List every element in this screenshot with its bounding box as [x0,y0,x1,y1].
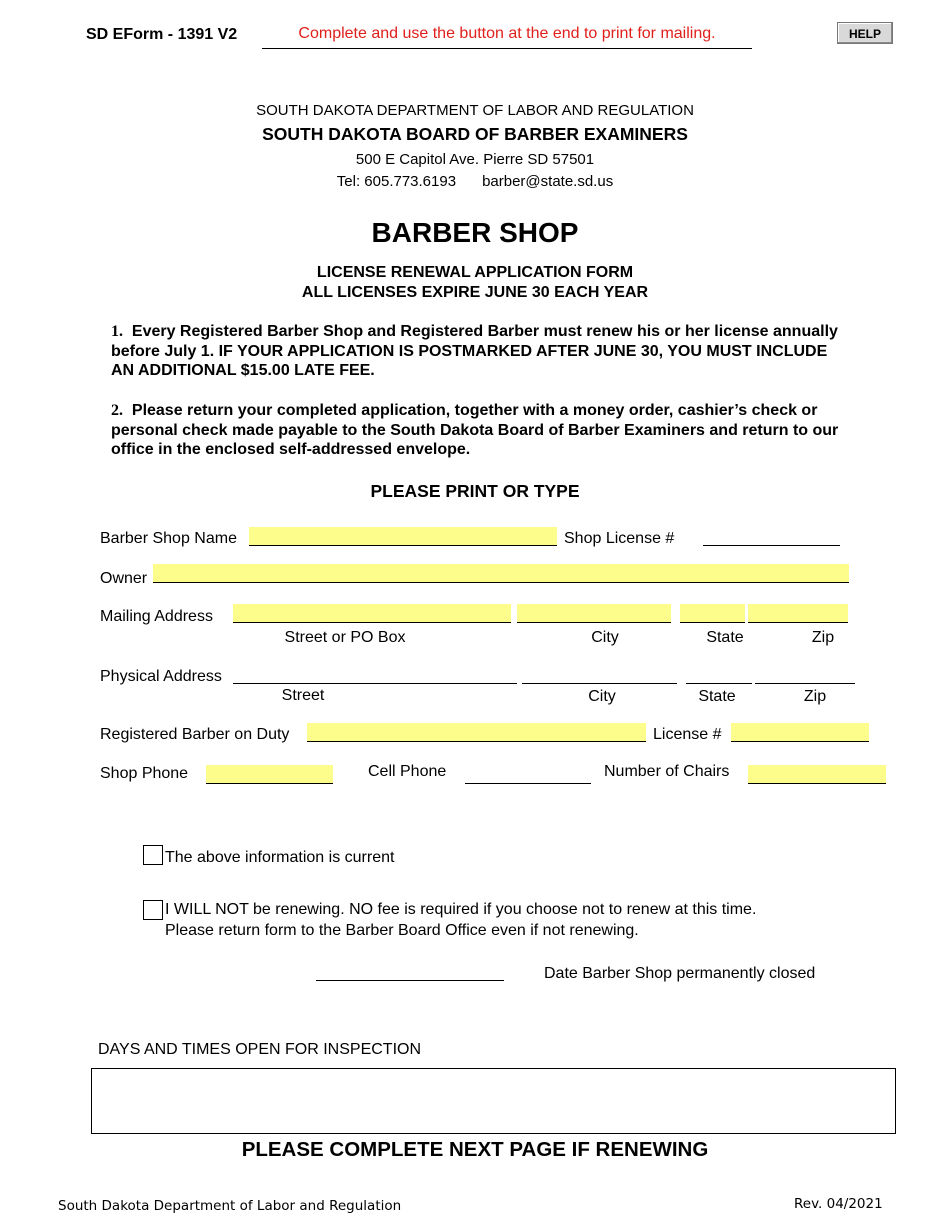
license-number-label: License # [653,726,722,743]
license-number-input[interactable] [731,723,869,742]
mailing-zip-caption: Zip [811,629,835,646]
physical-state-caption: State [698,688,736,705]
barber-on-duty-label: Registered Barber on Duty [100,726,290,743]
physical-zip-input[interactable] [755,665,855,684]
mailing-state-input[interactable] [680,604,745,623]
cell-phone-label: Cell Phone [368,763,447,780]
not-renewing-label: I WILL NOT be renewing. NO fee is required if you choose not to renew at this time. [165,901,757,918]
physical-address-label: Physical Address [100,668,222,685]
instruction-number: 1. [111,323,123,340]
shop-license-input[interactable] [703,527,840,546]
not-renewing-checkbox[interactable] [143,900,163,920]
agency-email: barber@state.sd.us [482,173,614,190]
instruction-text: Please return your completed application, together with a money order, cashier’s check or personal check made payable to the South Dakota Board of Barber Examiners and return to our office in the enclosed self-addressed envelope. [111,402,839,458]
agency-address: 500 E Capitol Ave. Pierre SD 57501 [355,151,595,168]
owner-input[interactable] [153,564,849,583]
agency-phone: Tel: 605.773.6193 [336,173,457,190]
form-id: SD EForm - 1391 V2 [86,26,238,43]
shop-phone-input[interactable] [206,765,333,784]
print-or-type-notice: PLEASE PRINT OR TYPE [370,481,580,501]
form-subtitle: LICENSE RENEWAL APPLICATION FORM [316,264,634,281]
physical-city-caption: City [588,688,616,705]
physical-street-caption: Street [281,687,325,704]
help-button[interactable]: HELP [837,22,893,44]
physical-zip-caption: Zip [803,688,827,705]
physical-city-input[interactable] [522,665,677,684]
chairs-label: Number of Chairs [604,763,730,780]
mailing-street-caption: Street or PO Box [284,629,406,646]
chairs-input[interactable] [748,765,886,784]
shop-license-label: Shop License # [564,530,675,547]
physical-state-input[interactable] [686,665,752,684]
agency-contact [0,173,950,190]
inspection-label: DAYS AND TIMES OPEN FOR INSPECTION [98,1041,422,1058]
board-name: SOUTH DAKOTA BOARD OF BARBER EXAMINERS [262,124,688,144]
instruction-1 [111,322,851,381]
form-title: BARBER SHOP [371,217,579,248]
closed-date-label: Date Barber Shop permanently closed [544,965,816,982]
info-current-checkbox[interactable] [143,845,163,865]
mailing-city-caption: City [591,629,619,646]
form-expiry-notice: ALL LICENSES EXPIRE JUNE 30 EACH YEAR [301,284,649,301]
mailing-street-input[interactable] [233,604,511,623]
footer-department: South Dakota Department of Labor and Regulation [58,1198,402,1214]
barber-on-duty-input[interactable] [307,723,646,742]
shop-name-input[interactable] [249,527,557,546]
inspection-hours-textarea[interactable] [91,1068,896,1134]
next-page-notice: PLEASE COMPLETE NEXT PAGE IF RENEWING [241,1138,709,1161]
closed-date-input[interactable] [316,962,504,981]
not-renewing-note: Please return form to the Barber Board Office even if not renewing. [165,922,639,939]
print-instruction: Complete and use the button at the end to print for mailing. [262,24,752,49]
cell-phone-input[interactable] [465,765,591,784]
mailing-city-input[interactable] [517,604,671,623]
instruction-2 [111,401,851,460]
instruction-number: 2. [111,402,123,419]
mailing-address-label: Mailing Address [100,608,213,625]
department-name: SOUTH DAKOTA DEPARTMENT OF LABOR AND REGULATION [256,102,694,119]
shop-phone-label: Shop Phone [100,765,189,782]
instruction-text: Every Registered Barber Shop and Registered Barber must renew his or her license annually before July 1. IF YOUR APPLICATION IS POSTMARKED AFTER JUNE 30, YOU MUST INCLUDE AN ADDITIONAL $15.00 LATE FEE. [111,323,838,379]
mailing-zip-input[interactable] [748,604,848,623]
info-current-label: The above information is current [165,849,395,866]
shop-name-label: Barber Shop Name [100,530,237,547]
mailing-state-caption: State [706,629,744,646]
footer-revision: Rev. 04/2021 [794,1196,883,1212]
owner-label: Owner [100,570,148,587]
physical-street-input[interactable] [233,665,517,684]
